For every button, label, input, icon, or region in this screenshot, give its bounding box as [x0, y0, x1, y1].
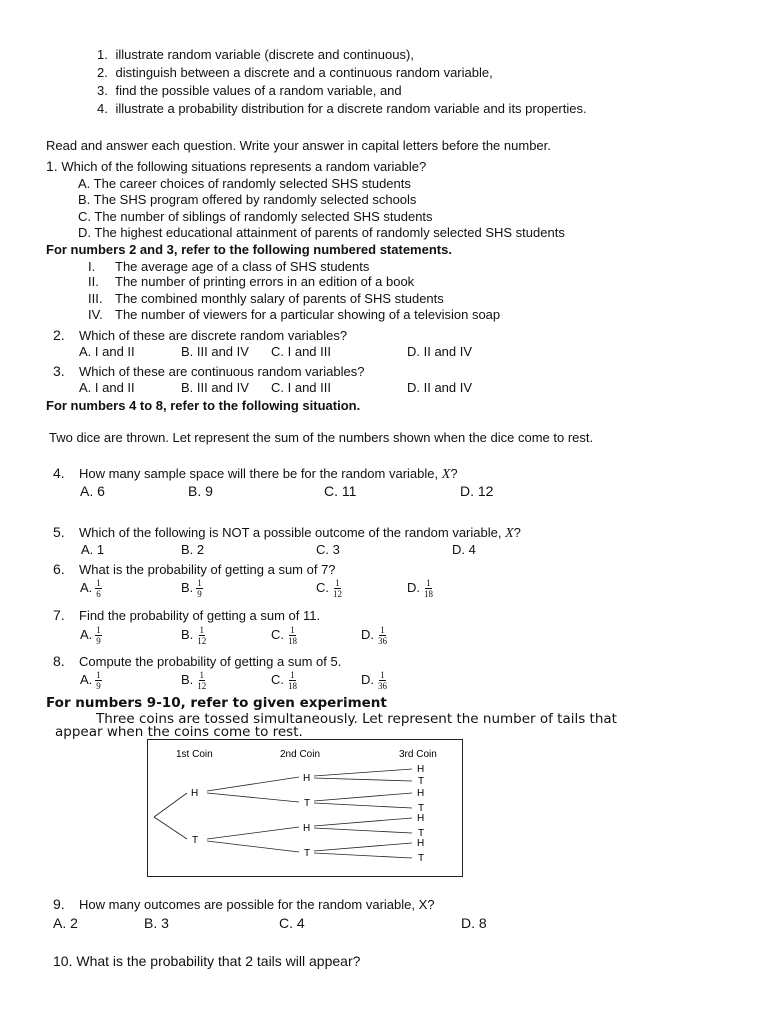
choice-a: A. 6: [80, 483, 105, 499]
choice-d: [407, 578, 434, 599]
tree-node-third: T: [418, 776, 425, 787]
question-text: Which of these are discrete random variables?: [79, 328, 348, 343]
fraction: [377, 625, 388, 646]
choice-b: B. The SHS program offered by randomly selected schools: [78, 192, 417, 207]
instructions: Read and answer each question. Write your answer in capital letters before the number.: [46, 138, 551, 153]
choice-d: [361, 670, 388, 691]
choice-b: B. III and IV: [181, 380, 249, 395]
question-4: [53, 465, 458, 483]
fraction: [95, 670, 102, 691]
denominator: 12: [197, 681, 207, 691]
choice-c: C. 11: [324, 483, 357, 499]
statement-text: The combined monthly salary of parents of SHS students: [115, 291, 444, 306]
question-9: [53, 896, 435, 913]
denominator: 9: [96, 681, 101, 691]
choice-b: B. III and IV: [181, 344, 249, 359]
variable-x: X: [441, 467, 451, 482]
tree-node-second: H: [303, 823, 311, 834]
choice-a: A. 1: [81, 542, 105, 557]
objective-item: [97, 47, 414, 63]
variable-x: X: [505, 526, 514, 541]
objective-number: 2.: [97, 65, 108, 80]
fraction: [95, 578, 102, 599]
choice-c: [271, 670, 298, 691]
fraction: [196, 625, 207, 646]
tree-node-third: T: [418, 828, 425, 839]
tree-header-1st-coin: 1st Coin: [176, 749, 213, 760]
question-number: 6.: [53, 561, 65, 577]
statement-number: III.: [88, 291, 103, 306]
choice-a: [80, 625, 102, 646]
tree-node-second: T: [304, 798, 311, 809]
choice-c: [271, 625, 298, 646]
section-heading: For numbers 9-10, refer to given experiment: [46, 695, 387, 711]
choice-a: A. I and II: [79, 380, 135, 395]
choice-c: [316, 578, 343, 599]
denominator: 9: [96, 636, 101, 646]
question-text: What is the probability that 2 tails will appear?: [76, 953, 361, 969]
choice-a: A. I and II: [79, 344, 135, 359]
fraction: [287, 625, 298, 646]
statement-number: II.: [88, 274, 99, 289]
question-text: What is the probability of getting a sum of 7?: [79, 562, 336, 577]
fraction: [95, 625, 102, 646]
denominator: 18: [288, 636, 297, 646]
question-number: 9.: [53, 896, 65, 912]
choice-letter: B.: [181, 579, 194, 595]
tree-header-3rd-coin: 3rd Coin: [399, 749, 437, 760]
choice-b: [181, 625, 207, 646]
denominator: 12: [197, 636, 207, 646]
choice-c: C. The number of siblings of randomly selected SHS students: [78, 209, 433, 224]
objective-item: [97, 101, 587, 117]
fraction: [377, 670, 388, 691]
question-3: [53, 363, 364, 380]
statement-item: [88, 259, 369, 275]
choice-b: [181, 578, 203, 599]
denominator: 18: [424, 589, 433, 599]
tree-node-third: H: [417, 813, 425, 824]
choice-d: D. The highest educational attainment of parents of randomly selected SHS students: [78, 225, 565, 240]
question-6: [53, 561, 336, 578]
numerator: 1: [199, 625, 205, 635]
situation-text: Three coins are tossed simultaneously. Let represent the number of tails that: [96, 711, 617, 727]
objective-number: 4.: [97, 101, 108, 116]
tree-node-third: T: [418, 853, 425, 864]
question-number: 1.: [46, 158, 58, 174]
choice-letter: D.: [407, 579, 420, 595]
question-8: [53, 653, 341, 670]
objective-number: 3.: [97, 83, 108, 98]
choice-letter: B.: [181, 626, 194, 642]
choice-b: B. 3: [144, 915, 169, 931]
choice-letter: C.: [316, 579, 329, 595]
numerator: 1: [380, 625, 385, 635]
numerator: 1: [426, 578, 431, 588]
fraction: [196, 578, 203, 599]
numerator: 1: [96, 578, 101, 588]
tree-node-second: H: [303, 773, 311, 784]
probability-tree-diagram: [147, 739, 463, 877]
choice-d: D. 12: [460, 483, 494, 499]
fraction: [423, 578, 434, 599]
tree-node-first: H: [191, 788, 199, 799]
tree-node-third: T: [418, 803, 425, 814]
tree-header-2nd-coin: 2nd Coin: [280, 749, 321, 760]
section-heading: For numbers 2 and 3, refer to the following numbered statements.: [46, 242, 452, 257]
question-end: ?: [450, 466, 458, 481]
situation-text: appear when the coins come to rest.: [55, 724, 303, 740]
tree-node-third: H: [417, 764, 425, 775]
choice-letter: A.: [80, 626, 93, 642]
choice-letter: A.: [80, 671, 93, 687]
statement-text: The number of viewers for a particular showing of a television soap: [115, 307, 501, 322]
numerator: 1: [197, 578, 202, 588]
choice-letter: B.: [181, 671, 194, 687]
tree-node-third: H: [417, 838, 425, 849]
question-text: How many outcomes are possible for the random variable, X?: [79, 897, 435, 912]
choice-c: C. 4: [279, 915, 305, 931]
choice-d: D. II and IV: [407, 380, 473, 395]
denominator: 36: [378, 681, 387, 691]
question-2: [53, 327, 347, 344]
choice-c: C. 3: [316, 542, 340, 557]
objective-text: illustrate a probability distribution for a discrete random variable and its properties.: [115, 101, 587, 116]
objective-text: illustrate random variable (discrete and continuous),: [115, 47, 414, 62]
question-text: Compute the probability of getting a sum of 5.: [79, 654, 342, 669]
numerator: 1: [199, 670, 205, 680]
tree-node-third: H: [417, 788, 425, 799]
denominator: 6: [96, 589, 101, 599]
question-number: 7.: [53, 607, 65, 623]
section-heading: For numbers 4 to 8, refer to the following situation.: [46, 398, 361, 413]
choice-letter: D.: [361, 626, 374, 642]
choice-letter: D.: [361, 671, 374, 687]
numerator: 1: [96, 625, 101, 635]
question-text: Which of the following situations represents a random variable?: [61, 159, 427, 174]
question-end: ?: [513, 525, 521, 540]
numerator: 1: [380, 670, 385, 680]
choice-b: B. 2: [181, 542, 205, 557]
statement-text: The average age of a class of SHS students: [115, 259, 370, 274]
choice-c: C. I and III: [271, 380, 331, 395]
question-number: 3.: [53, 363, 65, 379]
choice-a: A. 2: [53, 915, 78, 931]
choice-a: [80, 578, 102, 599]
objective-number: 1.: [97, 47, 108, 62]
choice-c: C. I and III: [271, 344, 331, 359]
question-text: Which of the following is NOT a possible outcome of the random variable,: [79, 525, 502, 540]
fraction: [196, 670, 207, 691]
numerator: 1: [290, 670, 295, 680]
denominator: 18: [288, 681, 297, 691]
question-number: 10.: [53, 953, 73, 969]
objective-text: distinguish between a discrete and a continuous random variable,: [115, 65, 493, 80]
fraction: [332, 578, 343, 599]
statement-item: [88, 291, 444, 307]
choice-a: A. The career choices of randomly selected SHS students: [78, 176, 411, 191]
statement-number: I.: [88, 259, 96, 274]
choice-letter: C.: [271, 671, 284, 687]
objective-item: [97, 83, 402, 99]
question-text: Find the probability of getting a sum of 11.: [79, 608, 321, 623]
question-number: 4.: [53, 465, 65, 481]
choice-d: D. II and IV: [407, 344, 473, 359]
choice-b: B. 9: [188, 483, 213, 499]
question-10: [53, 953, 360, 969]
denominator: 12: [333, 589, 342, 599]
choice-a: [80, 670, 102, 691]
numerator: 1: [335, 578, 340, 588]
numerator: 1: [96, 670, 101, 680]
question-text: Which of these are continuous random variables?: [79, 364, 365, 379]
question-1: [46, 158, 426, 175]
choice-d: D. 4: [452, 542, 476, 557]
question-5: [53, 524, 521, 542]
statement-item: [88, 274, 414, 290]
question-number: 2.: [53, 327, 65, 343]
statement-number: IV.: [88, 307, 103, 322]
question-7: [53, 607, 320, 624]
question-number: 5.: [53, 524, 65, 540]
statement-text: The number of printing errors in an edition of a book: [115, 274, 415, 289]
objective-item: [97, 65, 493, 81]
denominator: 9: [197, 589, 202, 599]
choice-d: D. 8: [461, 915, 487, 931]
question-number: 8.: [53, 653, 65, 669]
fraction: [287, 670, 298, 691]
denominator: 36: [378, 636, 387, 646]
choice-letter: C.: [271, 626, 284, 642]
tree-node-second: T: [304, 848, 311, 859]
tree-node-first: T: [192, 835, 199, 846]
situation-text: Two dice are thrown. Let represent the sum of the numbers shown when the dice come to rest.: [49, 430, 594, 445]
statement-item: [88, 307, 500, 323]
choice-d: [361, 625, 388, 646]
objective-text: find the possible values of a random variable, and: [115, 83, 402, 98]
numerator: 1: [290, 625, 295, 635]
choice-b: [181, 670, 207, 691]
question-text: How many sample space will there be for the random variable,: [79, 466, 439, 481]
choice-letter: A.: [80, 579, 93, 595]
